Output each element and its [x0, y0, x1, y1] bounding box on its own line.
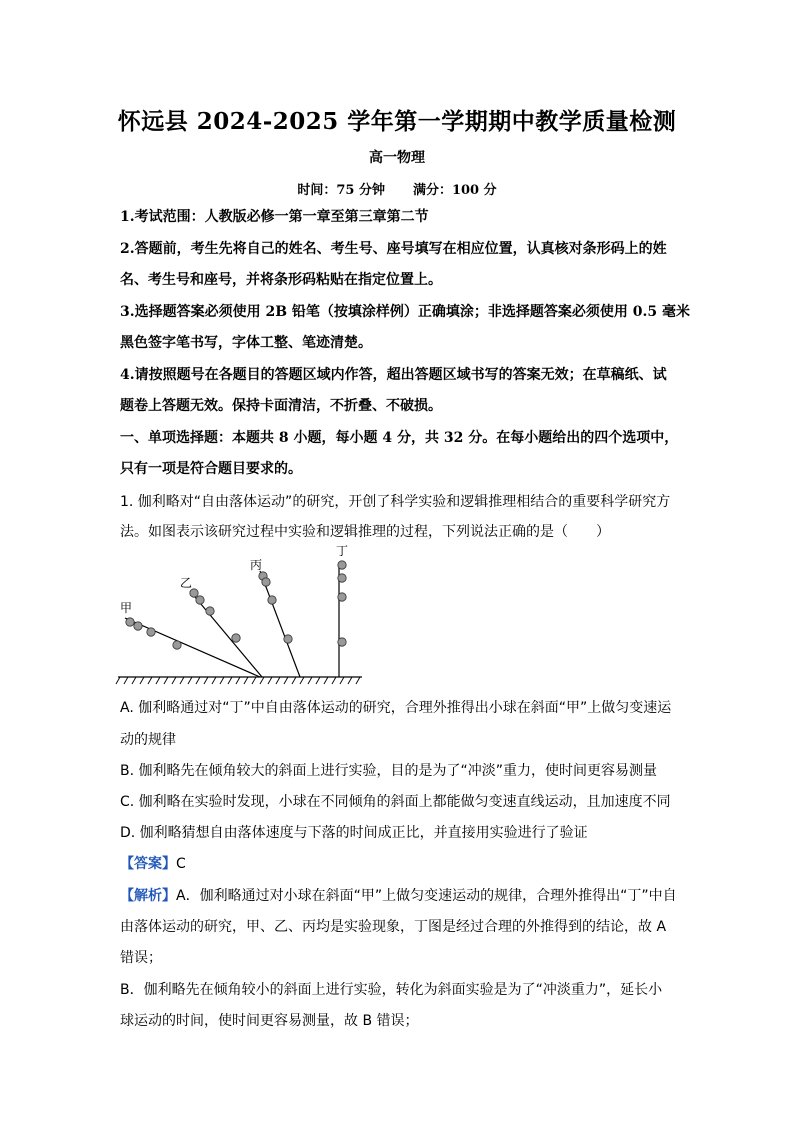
option-d: D. 伽利略猜想自由落体速度与下落的时间成正比，并直接用实验进行了验证: [120, 825, 588, 841]
analysis-line: B．伽利略先在倾角较小的斜面上进行实验，转化为斜面实验是为了“冲淡重力”，延长小: [120, 982, 663, 998]
exam-title: 怀远县 2024-2025 学年第一学期期中教学质量检测: [117, 108, 677, 135]
ball: [268, 596, 276, 604]
analysis-line: [120, 885, 677, 905]
option-a: A. 伽利略通过对“丁”中自由落体运动的研究，合理外推得出小球在斜面“甲”上做匀变速运: [120, 700, 672, 716]
section-heading-cont: 只有一项是符合题目要求的。: [120, 461, 302, 477]
analysis-tag: 【解析】: [120, 888, 176, 904]
section-heading: 一、单项选择题：本题共 8 小题，每小题 4 分，共 32 分。在每小题给出的四个选项中，: [120, 430, 679, 446]
label-ding: 丁: [336, 544, 349, 558]
incline-bing: [260, 571, 300, 677]
analysis-line: 球运动的时间，使时间更容易测量，故 B 错误；: [120, 1013, 419, 1029]
ball: [338, 561, 346, 569]
ground-hatching: [116, 677, 360, 684]
analysis-text: A．伽利略通过对小球在斜面“甲”上做匀变速运动的规律，合理外推得出“丁”中自: [176, 888, 677, 904]
ball: [232, 634, 240, 642]
ball: [338, 638, 346, 646]
ball: [338, 593, 346, 601]
question-stem-cont: 法。如图表示该研究过程中实验和逻辑推理的过程，下列说法正确的是（ ）: [120, 524, 610, 540]
galileo-incline-figure: [110, 540, 370, 690]
incline-jia: [125, 618, 260, 677]
ball: [284, 635, 292, 643]
analysis-line: 由落体运动的研究，甲、乙、丙均是实验现象，丁图是经过合理的外推得到的结论，故 A: [120, 919, 667, 935]
ball: [262, 578, 270, 586]
option-b: B. 伽利略先在倾角较大的斜面上进行实验，目的是为了“冲淡”重力，使时间更容易测量: [120, 763, 658, 779]
instruction-line: 2.答题前，考生先将自己的姓名、考生号、座号填写在相应位置，认真核对条形码上的姓: [120, 241, 667, 257]
question-stem: 1. 伽利略对“自由落体运动”的研究，开创了科学实验和逻辑推理相结合的重要科学研究方: [120, 494, 671, 510]
instruction-line: 黑色签字笔书写，字体工整、笔迹清楚。: [120, 335, 372, 351]
analysis-line: 错误；: [120, 950, 162, 966]
ball: [147, 628, 155, 636]
instruction-line: 题卷上答题无效。保持卡面清洁，不折叠、不破损。: [120, 398, 442, 414]
exam-meta: [0, 179, 794, 198]
answer-line: [120, 853, 186, 873]
instruction-line: 1.考试范围：人教版必修一第一章至第三章第二节: [120, 209, 429, 225]
ball: [126, 618, 134, 626]
answer-value: C: [176, 856, 186, 872]
instruction-line: 名、考生号和座号，并将条形码粘贴在指定位置上。: [120, 272, 442, 288]
exam-time: 时间：75 分钟: [297, 183, 385, 198]
ball: [134, 622, 142, 630]
ball: [173, 641, 181, 649]
subject-title: 高一物理: [369, 150, 425, 166]
ball: [206, 607, 214, 615]
instruction-line: 4.请按照题号在各题目的答题区域内作答，超出答题区域书写的答案无效；在草稿纸、试: [120, 367, 667, 383]
option-c: C. 伽利略在实验时发现，小球在不同倾角的斜面上都能做匀变速直线运动，且加速度不同: [120, 794, 671, 810]
label-bing: 丙: [250, 558, 263, 572]
label-yi: 乙: [180, 576, 193, 590]
ball: [338, 574, 346, 582]
answer-tag: 【答案】: [120, 856, 176, 872]
ball: [190, 589, 198, 597]
label-jia: 甲: [120, 601, 133, 615]
instruction-line: 3.选择题答案必须使用 2B 铅笔（按填涂样例）正确填涂；非选择题答案必须使用 0.5 毫米: [120, 304, 691, 320]
option-a-cont: 动的规律: [120, 732, 176, 748]
ball: [196, 596, 204, 604]
exam-score: 满分：100 分: [412, 183, 497, 198]
